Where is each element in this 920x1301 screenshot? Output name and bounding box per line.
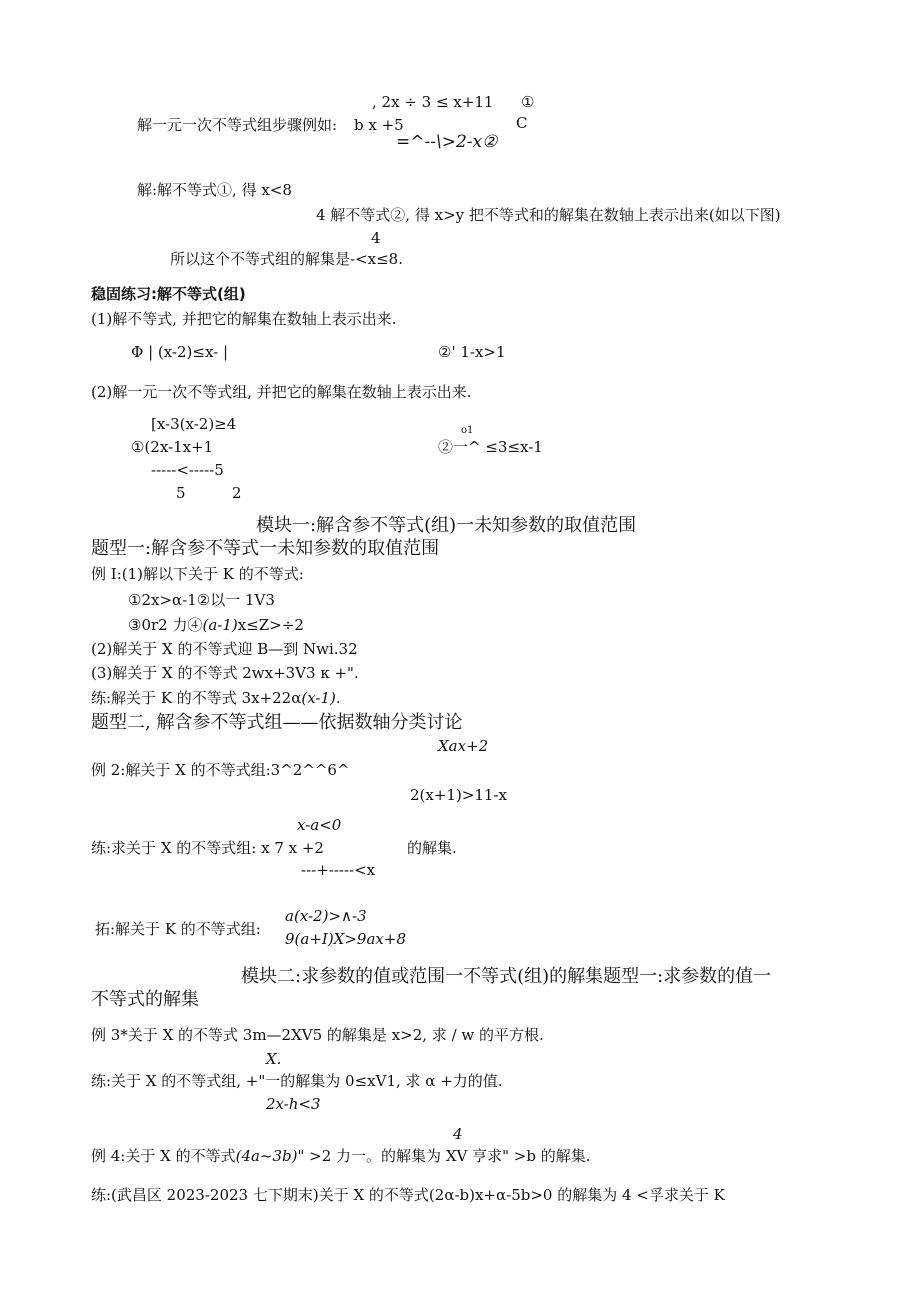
practice2: 练:求关于 X 的不等式组: x 7 x +2 (91, 839, 324, 857)
practice-q2-a2: ①(2x-1x+1 (131, 438, 214, 456)
intro-eq-mid: b x +5 (354, 116, 404, 134)
intro-eq-c: C (516, 114, 528, 132)
example1-b-post: x≤Z>÷2 (237, 616, 304, 634)
example2-b: 2(x+1)>11-x (410, 786, 508, 804)
practice1-italic: (x-1) (301, 689, 336, 707)
practice-q2-a3: -----<-----5 (151, 461, 224, 479)
practice-q1-a: Φ | (x-2)≤x- | (131, 343, 229, 361)
intro-eq2: =^--\>2-x② (396, 132, 498, 152)
practice-q1-b: ②' 1-x>1 (438, 343, 506, 361)
practice-q2-b: ②一^ ≤3≤x-1 (438, 438, 543, 456)
module1-type1-title: 题型一:解含参不等式一未知参数的取值范围 (91, 538, 440, 559)
example1: 例 I:(1)解以下关于 K 的不等式: (91, 565, 304, 583)
practice-q2-a1: [x-3(x-2)≥4 (151, 415, 237, 433)
module1-type2-title: 题型二, 解含参不等式组——依据数轴分类讨论 (91, 712, 463, 733)
intro-solution-2: 4 解不等式②, 得 x>y 把不等式和的解集在数轴上表示出来(如以下图) (316, 206, 781, 224)
practice-q2: (2)解一元一次不等式组, 并把它的解集在数轴上表示出来. (91, 383, 472, 401)
example4 (91, 1147, 590, 1165)
practice-q2-a5: 2 (232, 484, 242, 502)
practice2-end: 的解集. (407, 839, 457, 857)
practice3: 练:关于 X 的不等式组, +"一的解集为 0≤xV1, 求 α +力的值. (91, 1072, 503, 1090)
intro-eq1-number: ① (521, 93, 535, 111)
module1-title: 模块一:解含参不等式(组)一未知参数的取值范围 (256, 515, 637, 536)
module2-title-cont: 不等式的解集 (91, 989, 199, 1010)
practice1-pre: 练:解关于 K 的不等式 3x+22α (91, 689, 302, 707)
extension: 拓:解关于 K 的不等式组: (95, 920, 261, 938)
practice2-axis: ---+-----<x (301, 861, 376, 879)
example1-b-pre: ③0r2 力④ (128, 616, 203, 634)
practice-q2-a4: 5 (176, 484, 186, 502)
example1-a: ①2x>α-1②以一 1V3 (128, 591, 275, 609)
example4-top: 4 (453, 1125, 463, 1143)
example1-b (128, 616, 304, 634)
example4-italic: (4a~3b) (235, 1147, 298, 1165)
example1-part3: (3)解关于 X 的不等式 2wx+3V3 κ +". (91, 664, 359, 682)
extension-line2: 9(a+I)X>9ax+8 (285, 930, 406, 948)
intro-eq1: , 2x ÷ 3 ≤ x+11 (372, 93, 494, 111)
practice3-top: X. (266, 1050, 282, 1068)
intro-solution-3: 所以这个不等式组的解集是-<x≤8. (170, 250, 403, 268)
extension-line1: a(x-2)>∧-3 (285, 907, 367, 925)
practice3-bottom: 2x-h<3 (266, 1095, 321, 1113)
intro-label: 解一元一次不等式组步骤例如: (137, 116, 338, 134)
practice-title: 稳固练习:解不等式(组) (91, 285, 246, 303)
example2: 例 2:解关于 X 的不等式组:3^2^^6^ (91, 761, 350, 779)
module2-title: 模块二:求参数的值或范围一不等式(组)的解集题型一:求参数的值一 (241, 966, 772, 987)
example2-top: Xax+2 (438, 737, 489, 755)
practice4: 练:(武昌区 2023-2023 七下期末)关于 X 的不等式(2α-b)x+α-5b>0 的解集为 4 <孚求关于 K (91, 1186, 725, 1204)
example3: 例 3*关于 X 的不等式 3m—2XV5 的解集是 x>2, 求 / w 的平方根. (91, 1026, 544, 1044)
practice1 (91, 689, 341, 707)
intro-solution-2-number: 4 (371, 229, 381, 247)
example4-pre: 例 4:关于 X 的不等式 (91, 1147, 236, 1165)
practice1-post: . (335, 689, 341, 707)
practice-q1: (1)解不等式, 并把它的解集在数轴上表示出来. (91, 310, 397, 328)
example1-part2: (2)解关于 X 的不等式迎 B—到 Nwi.32 (91, 640, 358, 658)
practice2-top: x-a<0 (297, 816, 342, 834)
example1-b-italic: (a-1) (202, 616, 238, 634)
example4-post: " >2 力一。的解集为 XV 亨求" >b 的解集. (297, 1147, 591, 1165)
practice-q2-b-superscript: o1 (461, 425, 474, 436)
intro-solution-1: 解:解不等式①, 得 x<8 (137, 181, 292, 199)
